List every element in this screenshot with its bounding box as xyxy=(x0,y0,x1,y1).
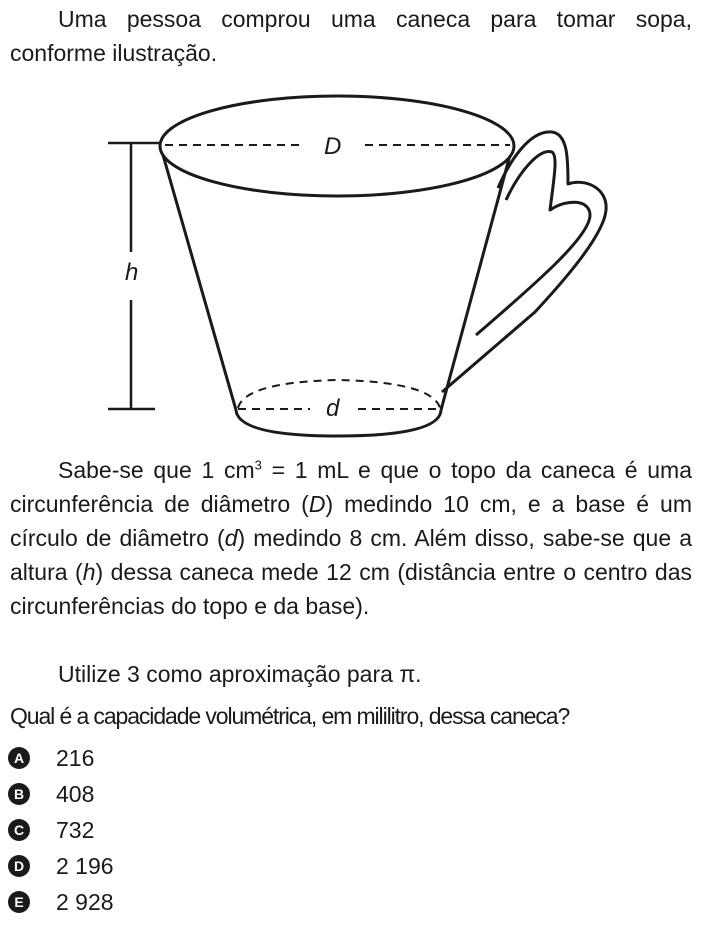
option-c[interactable] xyxy=(8,812,114,848)
option-a[interactable] xyxy=(8,740,114,776)
option-value: 2 928 xyxy=(56,888,114,915)
option-badge: D xyxy=(8,855,30,877)
pi-approximation: Utilize 3 como aproximação para π. xyxy=(58,661,422,687)
option-badge: C xyxy=(8,819,30,841)
option-value: 2 196 xyxy=(56,852,114,879)
option-value: 732 xyxy=(56,816,95,843)
option-d[interactable] xyxy=(8,848,114,884)
answer-options xyxy=(8,740,114,920)
bottom-diameter-label: d xyxy=(326,395,340,422)
option-value: 408 xyxy=(56,780,95,807)
option-e[interactable] xyxy=(8,884,114,920)
top-diameter-label: D xyxy=(324,133,342,160)
option-badge: E xyxy=(8,891,30,913)
option-value: 216 xyxy=(56,744,95,771)
intro-text: Uma pessoa comprou uma caneca para tomar sopa, conforme ilustração. xyxy=(10,6,692,66)
problem-statement: Sabe-se que 1 $cm^3 = 1$ mL e que o topo da caneca é uma circunferência de diâmetro (D) medindo 10 cm, e a base é um círculo de diâmetro (d) medindo 8 cm. Além disso, sabe-se que a altura (h) dessa caneca mede 12 cm (distância entre o centro das circunferências do topo e da base). xyxy=(10,457,693,619)
option-badge: A xyxy=(8,747,30,769)
mug-illustration xyxy=(0,0,702,450)
option-badge: B xyxy=(8,783,30,805)
option-b[interactable] xyxy=(8,776,114,812)
height-label: h xyxy=(125,259,139,286)
question-text: Qual é a capacidade volumétrica, em mililitro, dessa caneca? xyxy=(10,703,570,729)
